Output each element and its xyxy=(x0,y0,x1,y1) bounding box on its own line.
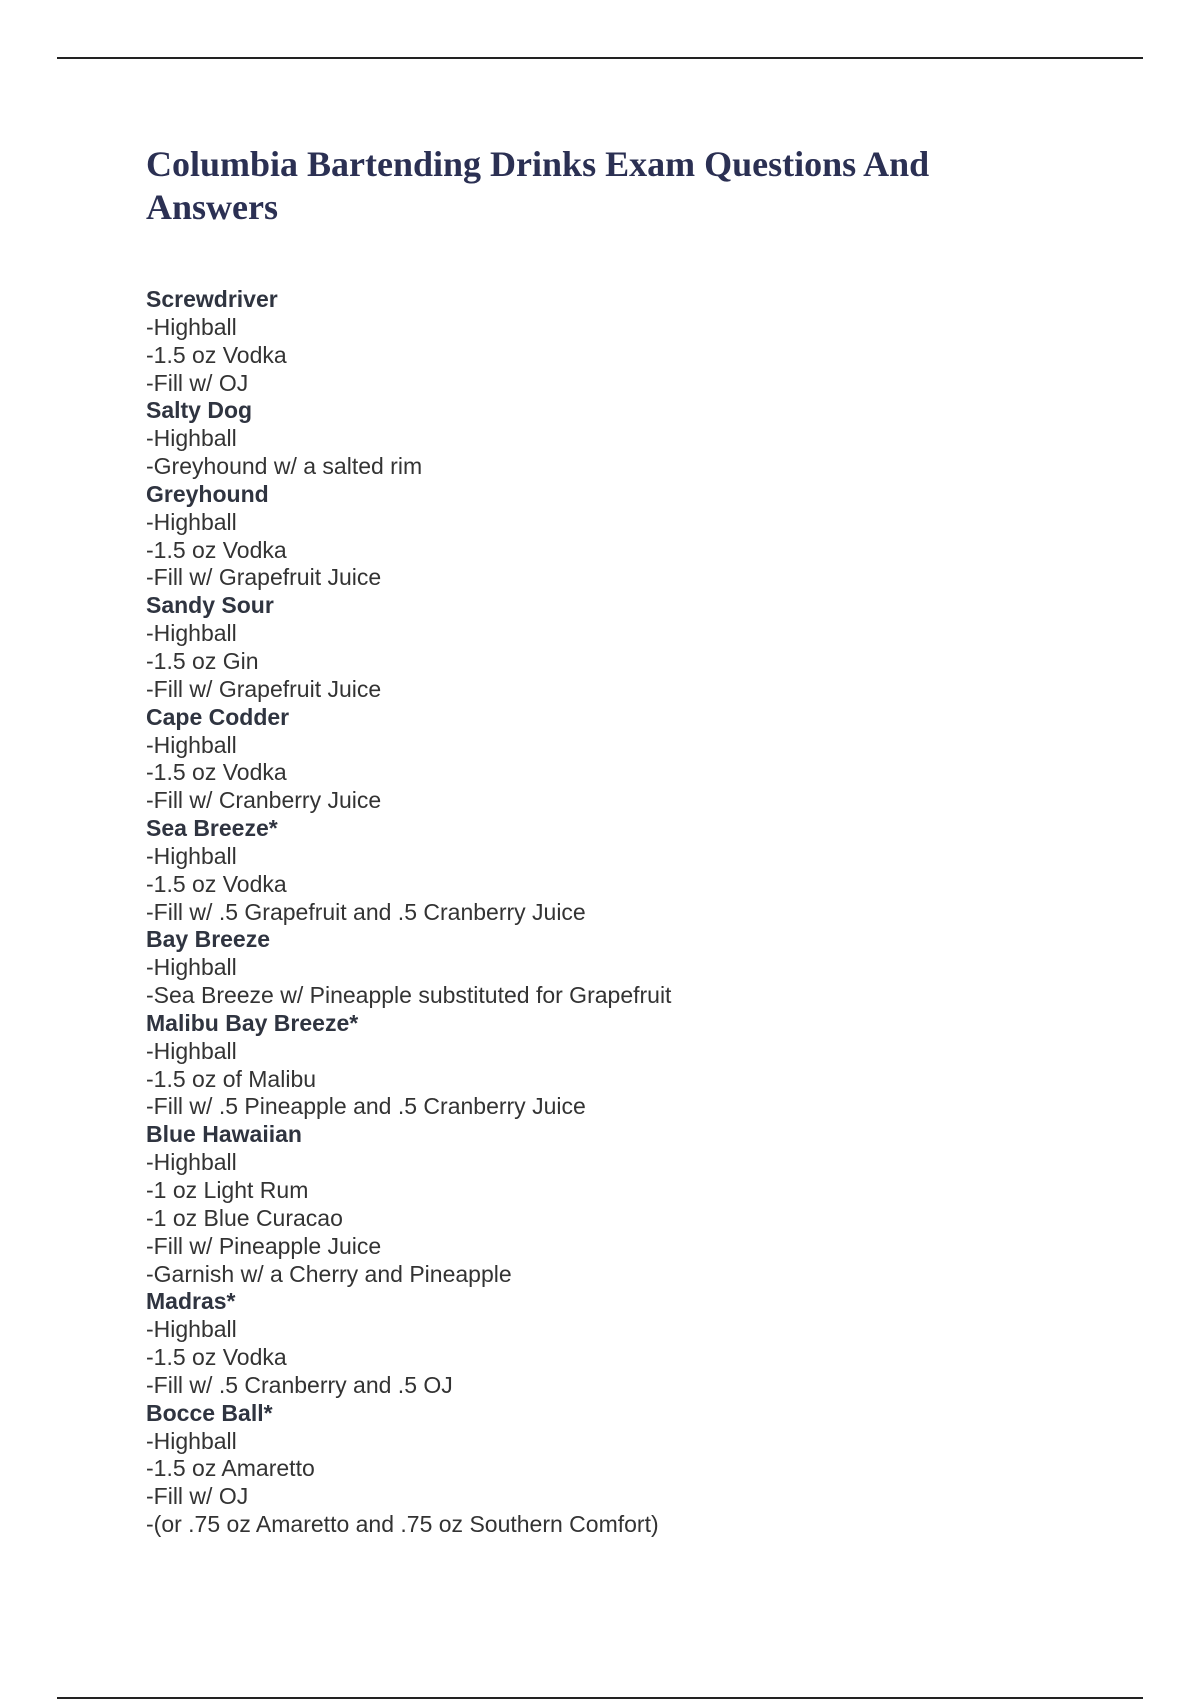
drink-detail-line: -Greyhound w/ a salted rim xyxy=(146,453,423,480)
drink-detail-line: -1.5 oz of Malibu xyxy=(146,1065,317,1092)
drink-detail-line: -Fill w/ Grapefruit Juice xyxy=(146,675,382,702)
drink-entry xyxy=(146,481,1046,592)
drink-name: Sandy Sour xyxy=(146,592,274,619)
drink-name: Blue Hawaiian xyxy=(146,1121,302,1148)
drink-name: Malibu Bay Breeze* xyxy=(146,1009,359,1036)
drink-name: Bocce Ball* xyxy=(146,1399,273,1426)
drink-detail-line: -Highball xyxy=(146,1149,237,1176)
drink-detail-line: -Fill w/ .5 Grapefruit and .5 Cranberry Juice xyxy=(146,898,586,925)
drink-detail-line: -1.5 oz Vodka xyxy=(146,870,287,897)
drink-detail-line: -1 oz Light Rum xyxy=(146,1177,309,1203)
drink-detail-line: -Highball xyxy=(146,1316,237,1343)
drink-name: Sea Breeze* xyxy=(146,815,278,842)
drink-detail-line: -Highball xyxy=(146,1427,237,1454)
drink-entry xyxy=(146,1288,1046,1399)
drink-detail-line: -Fill w/ OJ xyxy=(146,1483,249,1510)
drink-entry xyxy=(146,286,1046,397)
drink-list xyxy=(146,286,1046,1539)
drink-name: Cape Codder xyxy=(146,703,290,730)
drink-detail-line: -Fill w/ .5 Pineapple and .5 Cranberry Juice xyxy=(146,1093,586,1120)
drink-detail-line: -1.5 oz Gin xyxy=(146,647,259,674)
drink-entry xyxy=(146,926,1046,1010)
drink-detail-line: -1.5 oz Vodka xyxy=(146,759,287,786)
drink-detail-line: -Sea Breeze w/ Pineapple substituted for Grapefruit xyxy=(146,982,672,1009)
page-title: Columbia Bartending Drinks Exam Questions And Answers xyxy=(146,144,930,227)
drink-entry xyxy=(146,1121,1046,1288)
drink-detail-line: -Fill w/ Pineapple Juice xyxy=(146,1232,382,1259)
drink-detail-line: -Fill w/ .5 Cranberry and .5 OJ xyxy=(146,1371,453,1398)
drink-detail-line: -Highball xyxy=(146,731,237,758)
drink-detail-line: -1.5 oz Vodka xyxy=(146,1344,287,1371)
top-divider xyxy=(57,57,1143,59)
drink-entry xyxy=(146,397,1046,481)
drink-detail-line: -Highball xyxy=(146,425,237,452)
drink-detail-line: -Fill w/ Grapefruit Juice xyxy=(146,564,382,591)
drink-entry xyxy=(146,592,1046,703)
drink-entry xyxy=(146,704,1046,815)
drink-name: Salty Dog xyxy=(146,397,253,424)
drink-detail-line: -Highball xyxy=(146,842,237,869)
drink-detail-line: -Highball xyxy=(146,313,237,340)
drink-name: Screwdriver xyxy=(146,286,278,312)
drink-detail-line: -Highball xyxy=(146,954,237,981)
drink-detail-line: -1.5 oz Vodka xyxy=(146,341,287,368)
bottom-divider xyxy=(57,1697,1143,1699)
drink-detail-line: -Fill w/ OJ xyxy=(146,369,249,396)
drink-detail-line: -Highball xyxy=(146,508,237,535)
drink-detail-line: -1 oz Blue Curacao xyxy=(146,1204,343,1231)
drink-entry xyxy=(146,1010,1046,1121)
drink-entry xyxy=(146,815,1046,926)
drink-detail-line: -Highball xyxy=(146,1037,237,1064)
drink-name: Madras* xyxy=(146,1288,236,1315)
drink-entry xyxy=(146,1400,1046,1539)
drink-name: Bay Breeze xyxy=(146,926,271,953)
drink-detail-line: -Fill w/ Cranberry Juice xyxy=(146,787,382,814)
drink-name: Greyhound xyxy=(146,480,269,507)
drink-detail-line: -1.5 oz Vodka xyxy=(146,536,287,563)
drink-detail-line: -Highball xyxy=(146,620,237,647)
drink-detail-line: -Garnish w/ a Cherry and Pineapple xyxy=(146,1260,512,1287)
drink-detail-line: -1.5 oz Amaretto xyxy=(146,1455,315,1482)
drink-detail-line: -(or .75 oz Amaretto and .75 oz Southern Comfort) xyxy=(146,1511,659,1538)
